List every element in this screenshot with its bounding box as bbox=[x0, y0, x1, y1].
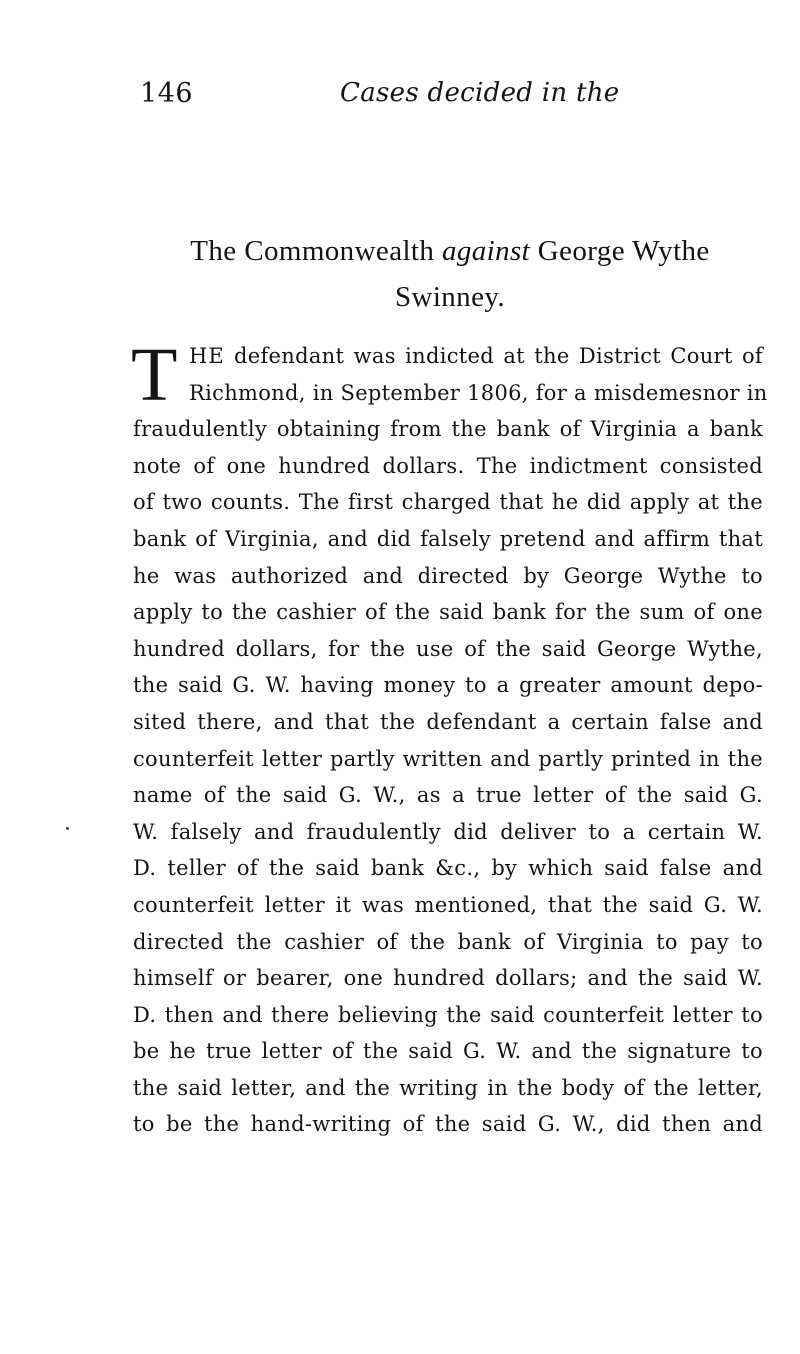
text-line: fraudulently obtaining from the bank of Virginia a bank bbox=[133, 417, 763, 442]
case-defendant-line-1: George Wythe bbox=[537, 235, 710, 267]
text-line: of two counts. The first charged that he did apply at the bbox=[133, 490, 763, 515]
text-line: D. teller of the said bank &c., by which said false and bbox=[133, 856, 763, 881]
running-head bbox=[140, 78, 760, 118]
case-title bbox=[130, 228, 770, 320]
drop-cap: T bbox=[131, 333, 178, 417]
text-line: D. then and there believing the said counterfeit letter to bbox=[133, 1002, 763, 1027]
text-line: bank of Virginia, and did falsely pretend and affirm that bbox=[133, 526, 763, 551]
text-line: he was authorized and directed by George Wythe to bbox=[133, 563, 763, 588]
text-line: hundred dollars, for the use of the said George Wythe, bbox=[133, 636, 763, 661]
text-line: to be the hand-writing of the said G. W., did then and bbox=[133, 1112, 763, 1137]
text-line: the said G. W. having money to a greater amount depo- bbox=[133, 673, 763, 698]
lead-caps: HE bbox=[189, 344, 225, 368]
text-line: counterfeit letter it was mentioned, that the said G. W. bbox=[133, 892, 763, 917]
text-line: sited there, and that the defendant a certain false and bbox=[133, 709, 763, 734]
text-line: himself or bearer, one hundred dollars; and the said W. bbox=[133, 966, 763, 991]
margin-mark bbox=[66, 827, 69, 830]
text-line: be he true letter of the said G. W. and the signature to bbox=[133, 1039, 763, 1064]
case-title-line-1 bbox=[130, 228, 770, 274]
case-plaintiff: The Commonwealth bbox=[190, 235, 435, 267]
running-title: Cases decided in the bbox=[340, 78, 620, 108]
text-line: apply to the cashier of the said bank for the sum of one bbox=[133, 600, 763, 625]
case-title-line-2 bbox=[130, 274, 770, 320]
text-line: W. falsely and fraudulently did deliver to a certain W. bbox=[133, 819, 763, 844]
body-text bbox=[131, 333, 768, 1143]
text-line-content: defendant was indicted at the District Court of bbox=[224, 344, 763, 368]
case-versus: against bbox=[441, 235, 531, 267]
case-defendant-line-2: Swinney. bbox=[394, 281, 506, 313]
text-line: Richmond, in September 1806, for a misdemesnor in bbox=[189, 380, 768, 405]
text-line: name of the said G. W., as a true letter of the said G. bbox=[133, 783, 763, 808]
page-number: 146 bbox=[140, 78, 194, 109]
text-line: counterfeit letter partly written and partly printed in the bbox=[133, 746, 763, 771]
text-line: directed the cashier of the bank of Virginia to pay to bbox=[133, 929, 763, 954]
text-line: the said letter, and the writing in the body of the letter, bbox=[133, 1075, 763, 1100]
text-line bbox=[133, 338, 763, 375]
text-line: note of one hundred dollars. The indictment consisted bbox=[133, 453, 763, 478]
